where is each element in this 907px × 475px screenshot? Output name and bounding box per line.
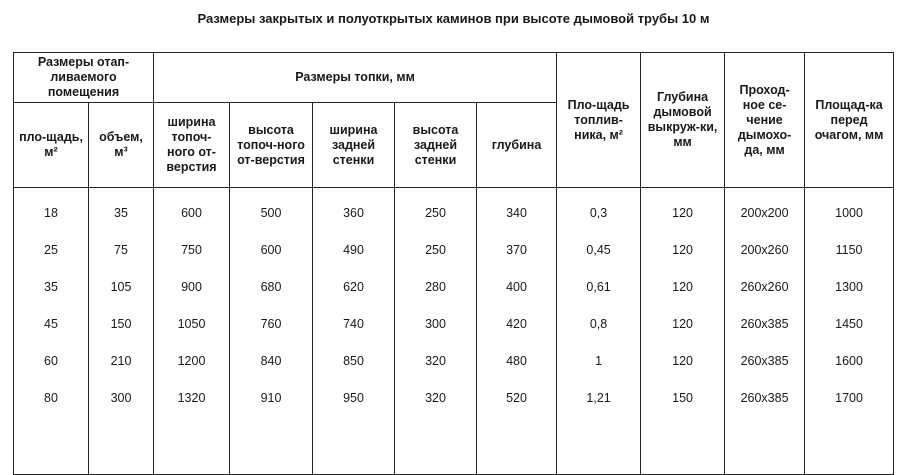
- header-volume: объем, м³: [89, 103, 154, 188]
- cell: 300: [395, 305, 477, 342]
- header-room-size: Размеры отап-ливаемого помещения: [14, 53, 154, 103]
- cell: 1300: [805, 268, 894, 305]
- header-hearth-area: Площад-ка перед очагом, мм: [805, 53, 894, 188]
- cell: 850: [313, 342, 395, 379]
- header-furnace-size: Размеры топки, мм: [154, 53, 557, 103]
- page-title: Размеры закрытых и полуоткрытых каминов при высоте дымовой трубы 10 м: [197, 11, 710, 26]
- cell: 680: [230, 268, 313, 305]
- cell: 1200: [154, 342, 230, 379]
- table-row: [14, 188, 894, 232]
- cell: 260x260: [725, 268, 805, 305]
- cell: 760: [230, 305, 313, 342]
- cell: 45: [14, 305, 89, 342]
- header-grate-area: Пло-щадь топлив-ника, м²: [557, 53, 641, 188]
- cell: 35: [14, 268, 89, 305]
- cell: 60: [14, 342, 89, 379]
- table-row: [14, 268, 894, 305]
- cell: 600: [230, 231, 313, 268]
- header-opening-height: высота топоч-ного от-верстия: [230, 103, 313, 188]
- header-flue-section: Проход-ное се-чение дымохо-да, мм: [725, 53, 805, 188]
- header-back-height: высота задней стенки: [395, 103, 477, 188]
- cell: 0,3: [557, 188, 641, 232]
- cell: 740: [313, 305, 395, 342]
- table-row: [14, 305, 894, 342]
- cell: 210: [89, 342, 154, 379]
- cell: 0,61: [557, 268, 641, 305]
- cell: 420: [477, 305, 557, 342]
- cell: 1150: [805, 231, 894, 268]
- cell: 35: [89, 188, 154, 232]
- header-back-width: ширина задней стенки: [313, 103, 395, 188]
- header-depth: глубина: [477, 103, 557, 188]
- cell: 18: [14, 188, 89, 232]
- table-row: [14, 379, 894, 416]
- cell: 900: [154, 268, 230, 305]
- fireplace-size-table: [13, 52, 894, 475]
- cell: 120: [641, 231, 725, 268]
- cell: 370: [477, 231, 557, 268]
- cell: 105: [89, 268, 154, 305]
- cell: 500: [230, 188, 313, 232]
- cell: 120: [641, 268, 725, 305]
- cell: 200x260: [725, 231, 805, 268]
- cell: 910: [230, 379, 313, 416]
- cell: 0,8: [557, 305, 641, 342]
- cell: 150: [89, 305, 154, 342]
- cell: 1600: [805, 342, 894, 379]
- cell: 620: [313, 268, 395, 305]
- cell: 120: [641, 342, 725, 379]
- cell: 490: [313, 231, 395, 268]
- cell: 250: [395, 188, 477, 232]
- cell: 340: [477, 188, 557, 232]
- header-area: пло-щадь, м²: [14, 103, 89, 188]
- cell: 300: [89, 379, 154, 416]
- table-row: [14, 342, 894, 379]
- cell: 840: [230, 342, 313, 379]
- cell: 280: [395, 268, 477, 305]
- header-ledge-depth: Глубина дымовой выкруж-ки, мм: [641, 53, 725, 188]
- cell: 360: [313, 188, 395, 232]
- cell: 120: [641, 305, 725, 342]
- cell: 1000: [805, 188, 894, 232]
- cell: 260x385: [725, 342, 805, 379]
- cell: 1050: [154, 305, 230, 342]
- cell: 120: [641, 188, 725, 232]
- cell: 750: [154, 231, 230, 268]
- cell: 520: [477, 379, 557, 416]
- cell: 1700: [805, 379, 894, 416]
- cell: 1,21: [557, 379, 641, 416]
- cell: 80: [14, 379, 89, 416]
- cell: 480: [477, 342, 557, 379]
- cell: 1: [557, 342, 641, 379]
- cell: 150: [641, 379, 725, 416]
- cell: 600: [154, 188, 230, 232]
- cell: 260x385: [725, 305, 805, 342]
- table-row-empty: [14, 416, 894, 475]
- cell: 320: [395, 342, 477, 379]
- cell: 1450: [805, 305, 894, 342]
- table-row: [14, 231, 894, 268]
- cell: 1320: [154, 379, 230, 416]
- cell: 400: [477, 268, 557, 305]
- cell: 950: [313, 379, 395, 416]
- cell: 25: [14, 231, 89, 268]
- cell: 75: [89, 231, 154, 268]
- cell: 200x200: [725, 188, 805, 232]
- cell: 0,45: [557, 231, 641, 268]
- cell: 260x385: [725, 379, 805, 416]
- cell: 250: [395, 231, 477, 268]
- cell: 320: [395, 379, 477, 416]
- header-opening-width: ширина топоч-ного от-верстия: [154, 103, 230, 188]
